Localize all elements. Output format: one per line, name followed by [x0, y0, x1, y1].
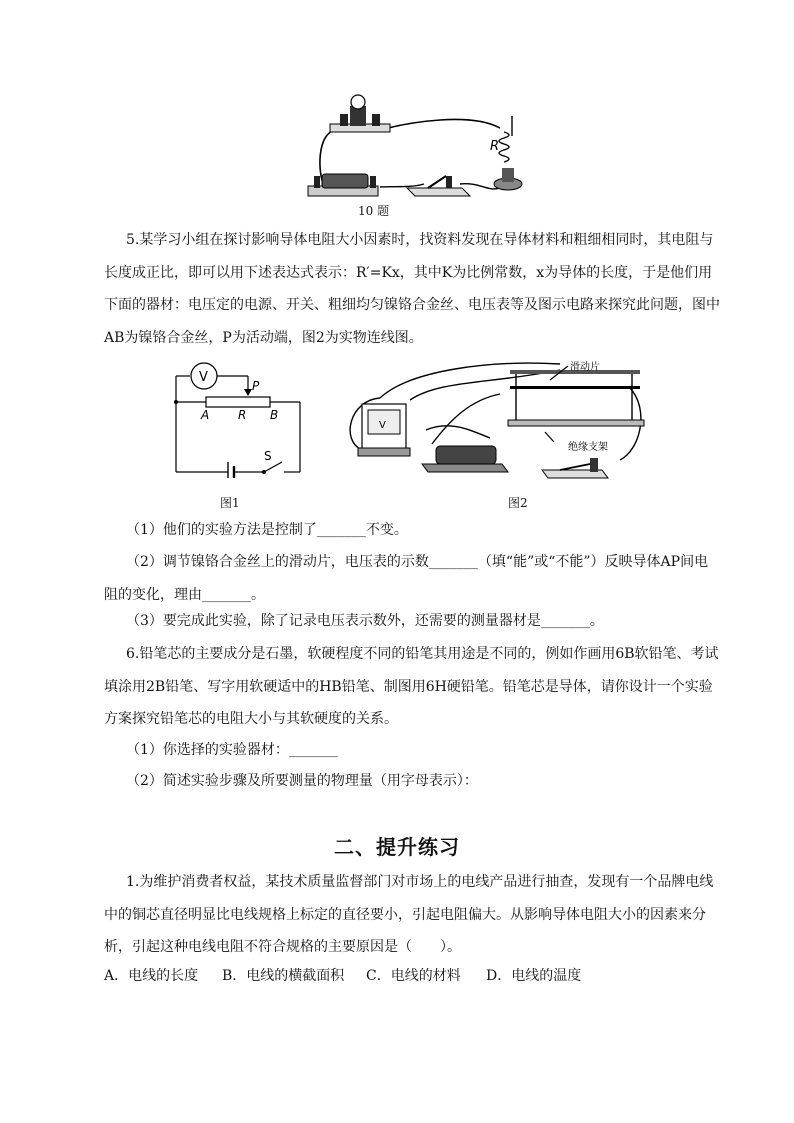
- question-5-intro: 5.某学习小组在探讨影响导体电阻大小因素时，找资料发现在导体材料和粗细相同时，其电阻与长度成正比，即可以用下述表达式表示：R′=Kx，其中K为比例常数，x为导体的长度，于是他们用下面的器材：电压定的电源、开关、粗细均匀镍铬合金丝、电压表等及图示电路来探究此问题，图中AB为镍铬合金丝，P为活动端，图2为实物连线图。: [104, 232, 720, 346]
- figure-1-schematic: [168, 356, 308, 478]
- question-5-sub2: （2）调节镍铬合金丝上的滑动片，电压表的示数_______（填“能”或“不能”）反映导体AP间电阻的变化，理由_______。: [104, 554, 709, 603]
- voltmeter-v-label: V: [199, 370, 208, 385]
- option-a: A．电线的长度: [104, 968, 199, 984]
- question-6-intro: 6.铅笔芯的主要成分是石墨，软硬程度不同的铅笔其用途是不同的，例如作画用6B软铅笔、考试填涂用2B铅笔、写字用软硬适中的HB铅笔、制图用6H硬铅笔。铅笔芯是导体，请你设计一个实验方案探究铅笔芯的电阻大小与其软硬度的关系。: [104, 646, 719, 727]
- resistor-r-label-fig1: R: [238, 408, 247, 422]
- section-2-title: 二、提升练习: [334, 835, 460, 859]
- switch-s-label: S: [264, 449, 272, 463]
- option-d: D．电线的温度: [486, 968, 582, 984]
- slider-p-label: P: [252, 379, 260, 393]
- figure-2-caption: 图2: [508, 496, 528, 510]
- support-label: 绝缘支架: [568, 442, 608, 453]
- figure-2-setup: [340, 360, 656, 488]
- meter-v-label: V: [379, 420, 386, 431]
- slider-label: 滑动片: [570, 362, 600, 373]
- terminal-a-label: A: [201, 408, 210, 422]
- resistor-r-label: R: [490, 139, 500, 154]
- question-5-sub3: （3）要完成此实验，除了记录电压表示数外，还需要的测量器材是_______。: [126, 613, 604, 629]
- figure-10-caption: 10 题: [358, 204, 390, 218]
- section-2-question-1: 1.为维护消费者权益，某技术质量监督部门对市场上的电线产品进行抽查，发现有一个品牌电线中的铜芯直径明显比电线规格上标定的直径要小，引起电阻偏大。从影响导体电阻大小的因素来分析，引起这种电线电阻不符合规格的主要原因是（ ）。: [104, 874, 714, 955]
- option-c: C．电线的材料: [366, 968, 461, 984]
- terminal-b-label: B: [270, 408, 279, 422]
- question-6-sub1: （1）你选择的实验器材：_______: [126, 742, 338, 758]
- question-5-sub1: （1）他们的实验方法是控制了_______不变。: [126, 522, 408, 538]
- option-b: B．电线的横截面积: [222, 968, 345, 984]
- figure-1-caption: 图1: [220, 496, 240, 510]
- figure-10-circuit: [300, 92, 540, 204]
- question-6-sub2: （2）简述实验步骤及所要测量的物理量（用字母表示）：: [126, 773, 478, 789]
